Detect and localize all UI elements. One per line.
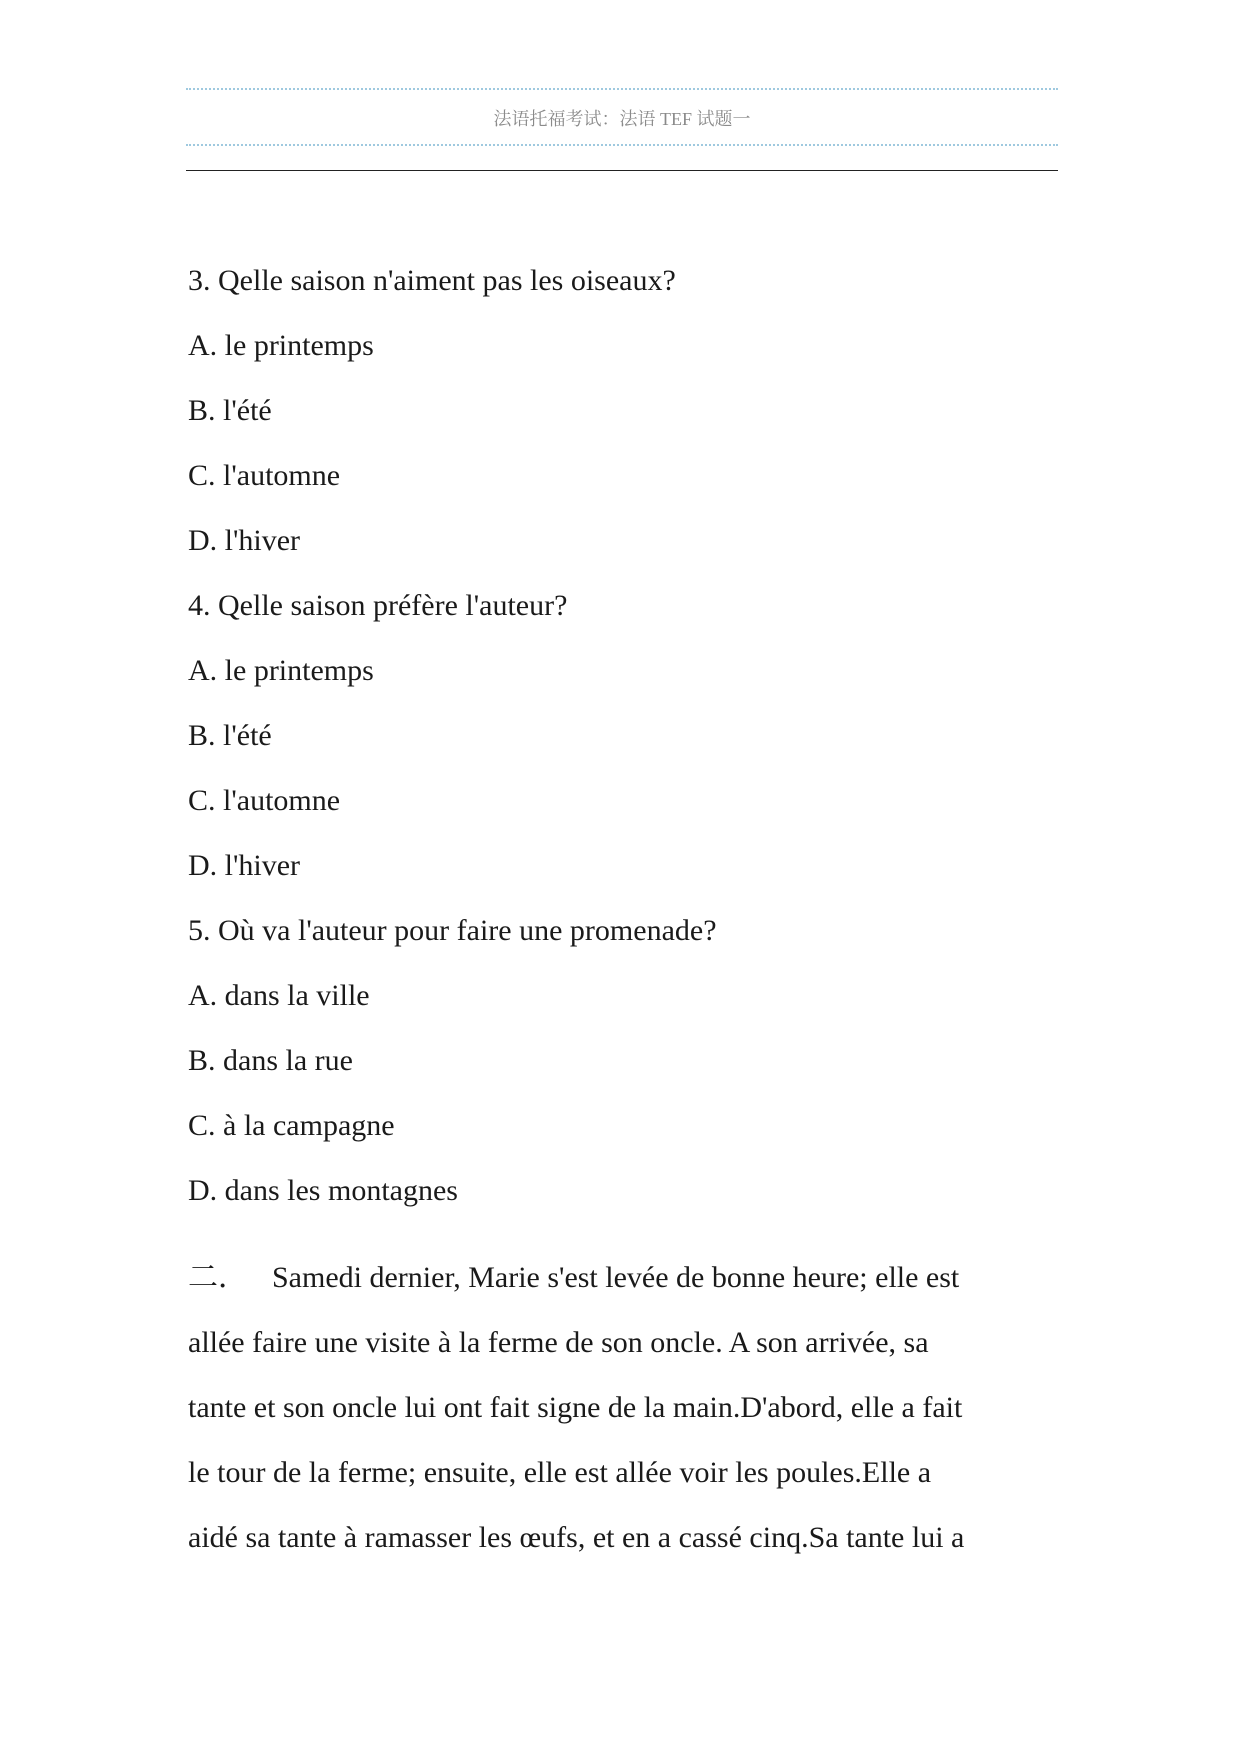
answer-option: D. dans les montagnes [188, 1174, 458, 1207]
answer-option: C. l'automne [188, 784, 341, 817]
answer-option: B. l'été [188, 719, 272, 752]
document-body [188, 248, 1068, 1570]
question-text: 4. Qelle saison préfère l'auteur? [188, 589, 568, 622]
page-header [186, 88, 1058, 172]
passage-line: le tour de la ferme; ensuite, elle est allée voir les poules.Elle a [188, 1456, 932, 1489]
header-title: 法语托福考试：法语 TEF 试题一 [493, 109, 751, 129]
question-block [188, 248, 1068, 573]
question-block [188, 573, 1068, 898]
reading-passage [188, 1245, 1068, 1570]
question-text: 3. Qelle saison n'aiment pas les oiseaux? [188, 264, 676, 297]
question-block [188, 898, 1068, 1223]
question-text: 5. Où va l'auteur pour faire une promenade? [188, 914, 717, 947]
answer-option: D. l'hiver [188, 849, 301, 882]
answer-option: B. dans la rue [188, 1044, 353, 1077]
passage-line [188, 1245, 1068, 1310]
header-dotted-rule-bottom [186, 144, 1058, 146]
passage-line: aidé sa tante à ramasser les œufs, et en a cassé cinq.Sa tante lui a [188, 1521, 965, 1554]
passage-line: allée faire une visite à la ferme de son oncle. A son arrivée, sa [188, 1326, 929, 1359]
header-solid-rule [186, 170, 1058, 171]
section-number: 二． [188, 1261, 248, 1294]
answer-option: C. l'automne [188, 459, 341, 492]
passage-line-text: Samedi dernier, Marie s'est levée de bonne heure; elle est [272, 1261, 960, 1294]
answer-option: A. dans la ville [188, 979, 370, 1012]
answer-option: B. l'été [188, 394, 272, 427]
header-dotted-rule-top [186, 88, 1058, 90]
passage-line: tante et son oncle lui ont fait signe de la main.D'abord, elle a fait [188, 1391, 963, 1424]
answer-option: D. l'hiver [188, 524, 301, 557]
answer-option: A. le printemps [188, 329, 374, 362]
answer-option: C. à la campagne [188, 1109, 395, 1142]
answer-option: A. le printemps [188, 654, 374, 687]
